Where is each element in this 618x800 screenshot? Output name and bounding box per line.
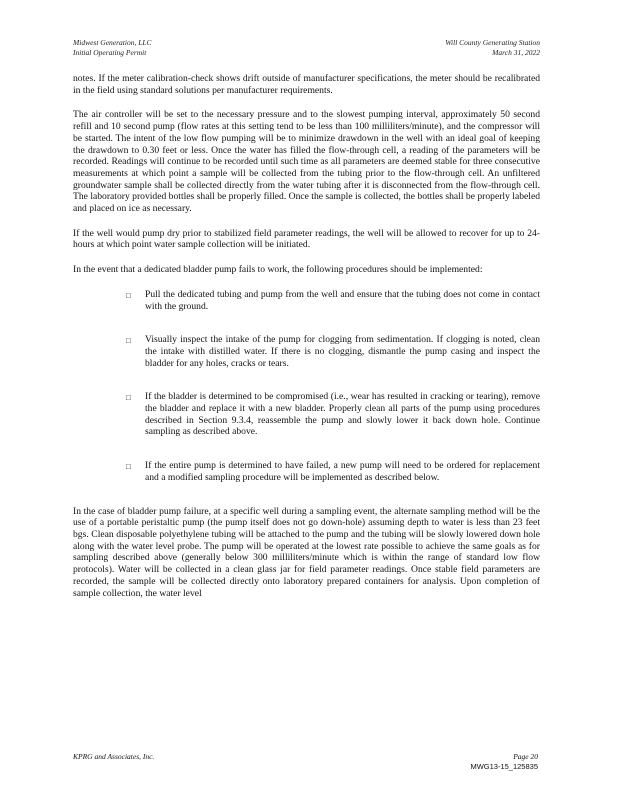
list-item xyxy=(73,334,540,369)
list-item xyxy=(73,391,540,438)
footer-company: KPRG and Associates, Inc. xyxy=(73,752,155,761)
list-item-text: If the entire pump is determined to have failed, a new pump will need to be ordered for replacement and a modified sampling procedure will be implemented as described below. xyxy=(145,460,540,483)
paragraph-air-controller: The air controller will be set to the necessary pressure and to the slowest pumping interval, approximately 50 second refill and 10 second pump (flow rates at this setting tend to be less than 100 milliliters/minute), and the compressor will be started. The intent of the low flow pumping will be to minimize drawdown in the well with an ideal goal of keeping the drawdown to 0.30 feet or less. Once the water has filled the flow-through cell, a reading of the parameters will be recorded. Readings will continue to be recorded until such time as all parameters are deemed stable for three consecutive measurements at which point a sample will be collected from the tubing prior to the flow-through cell. An unfiltered groundwater sample shall be collected directly from the water tubing after it is disconnected from the flow-through cell. The laboratory provided bottles shall be properly filled. Once the sample is collected, the bottles shall be properly labeled and placed on ice as necessary. xyxy=(73,109,540,215)
bullet-box-icon: □ xyxy=(126,462,131,472)
list-item xyxy=(73,289,540,312)
document-body xyxy=(73,73,540,612)
header-permit: Initial Operating Permit xyxy=(73,48,147,57)
header-left xyxy=(73,38,152,58)
bullet-box-icon: □ xyxy=(126,290,131,300)
header-station: Will County Generating Station xyxy=(445,38,540,47)
header-company: Midwest Generation, LLC xyxy=(73,38,152,47)
header-right xyxy=(445,38,540,58)
list-item-text: Visually inspect the intake of the pump for clogging from sedimentation. If clogging is noted, clean the intake with distilled water. If there is no clogging, dismantle the pump casing and inspect the bladder for any holes, cracks or tears. xyxy=(145,334,540,369)
footer-page-number: Page 20 xyxy=(513,752,538,761)
bates-number: MWG13-15_125835 xyxy=(470,762,538,771)
header-date: March 31, 2022 xyxy=(492,48,540,57)
bullet-box-icon: □ xyxy=(126,336,131,346)
bullet-box-icon: □ xyxy=(126,393,131,403)
list-item-text: If the bladder is determined to be compromised (i.e., wear has resulted in cracking or tearing), remove the bladder and replace it with a new bladder. Properly clean all parts of the pump using procedures described in Section 9.3.4, reassemble the pump and slowly lower it back down hole. Continue sampling as described above. xyxy=(145,391,540,438)
paragraph-pump-dry: If the well would pump dry prior to stabilized field parameter readings, the well will be allowed to recover for up to 24-hours at which point water sample collection will be initiated. xyxy=(73,227,540,251)
procedure-list xyxy=(73,289,540,484)
paragraph-alternate-method: In the case of bladder pump failure, at a specific well during a sampling event, the alternate sampling method will be the use of a portable peristaltic pump (the pump itself does not go down-hole) assuming depth to water is less than 23 feet bgs. Clean disposable polyethylene tubing will be attached to the pump and the tubing will be slowly lowered down hole along with the water level probe. The pump will be operated at the lowest rate possible to achieve the same goals as for sampling described above (generally below 300 milliliters/minute which is within the range of standard low flow protocols). Water will be collected in a clean glass jar for field parameter readings. Once stable field parameters are recorded, the sample will be collected directly onto laboratory prepared containers for analysis. Upon completion of sample collection, the water level xyxy=(73,505,540,599)
list-item xyxy=(73,460,540,483)
list-item-text: Pull the dedicated tubing and pump from the well and ensure that the tubing does not come in contact with the ground. xyxy=(145,288,540,312)
paragraph-calibration: notes. If the meter calibration-check shows drift outside of manufacturer specifications, the meter should be recalibrated in the field using standard solutions per manufacturer requirements. xyxy=(73,73,540,96)
paragraph-pump-failure-intro: In the event that a dedicated bladder pump fails to work, the following procedures should be implemented: xyxy=(73,264,483,276)
